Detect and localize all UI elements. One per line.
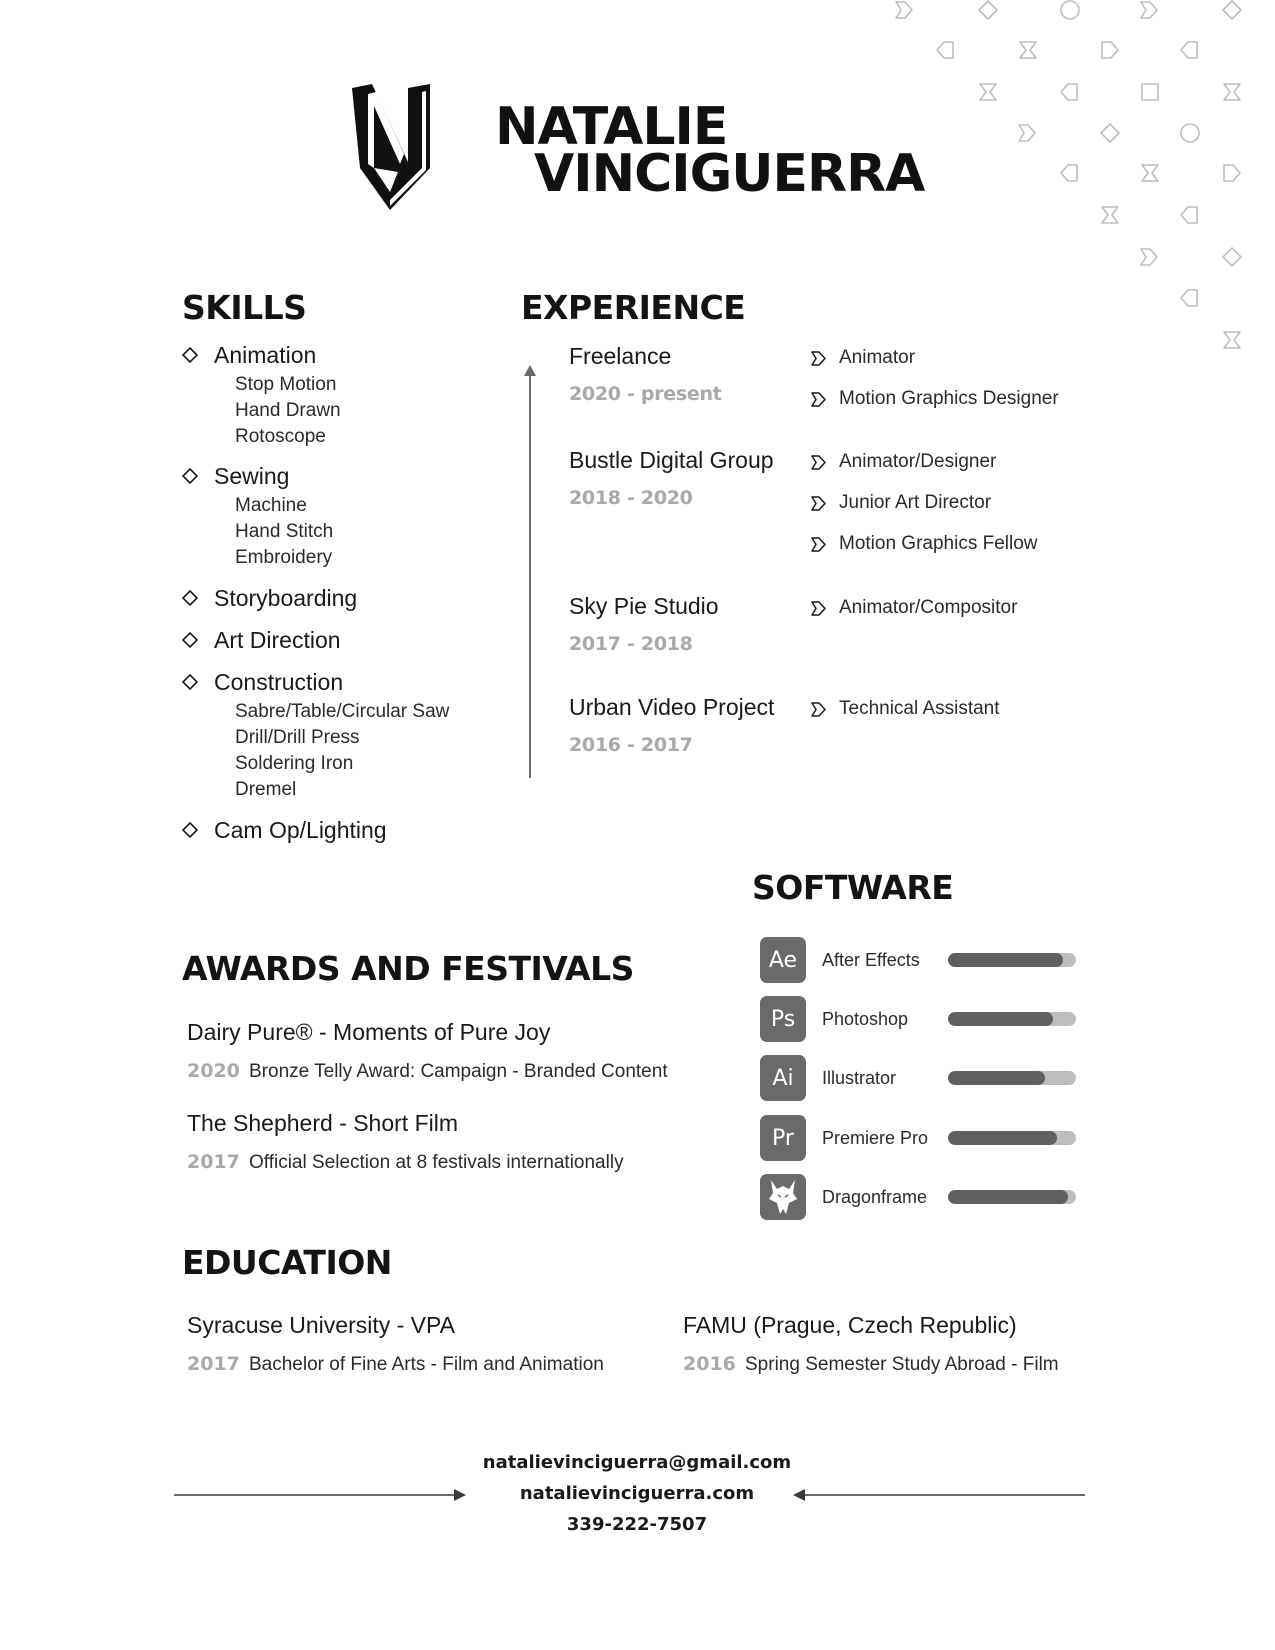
proficiency-bar bbox=[948, 953, 1076, 967]
skill-item bbox=[182, 340, 341, 450]
job-role-label: Animator/Compositor bbox=[839, 597, 1018, 618]
award-title: Dairy Pure® - Moments of Pure Joy bbox=[187, 1019, 551, 1045]
logo bbox=[350, 82, 434, 212]
skill-subitem: Rotoscope bbox=[235, 426, 326, 447]
software-item bbox=[760, 937, 1076, 983]
skill-item bbox=[182, 815, 387, 845]
skill-row bbox=[182, 625, 341, 655]
job-role bbox=[810, 448, 996, 476]
software-name: Premiere Pro bbox=[822, 1127, 929, 1148]
chevron-bullet-icon bbox=[810, 454, 827, 471]
diamond-bullet-icon bbox=[182, 590, 198, 606]
job-role bbox=[810, 385, 1059, 413]
software-name: Illustrator bbox=[822, 1067, 897, 1088]
pattern-shape-icon bbox=[1221, 162, 1243, 184]
award-description: Bronze Telly Award: Campaign - Branded Content bbox=[249, 1061, 668, 1082]
chevron-bullet-icon bbox=[810, 495, 827, 512]
diamond-bullet-icon bbox=[182, 632, 198, 648]
monogram-logo-icon bbox=[350, 82, 434, 212]
chevron-bullet-icon bbox=[810, 391, 827, 408]
job-role-label: Junior Art Director bbox=[839, 492, 992, 513]
job-years: 2017 - 2018 bbox=[569, 633, 693, 655]
pattern-shape-icon bbox=[1179, 39, 1201, 61]
proficiency-fill bbox=[948, 1190, 1068, 1204]
skill-item bbox=[182, 667, 449, 803]
contact-website-link[interactable]: natalievinciguerra.com bbox=[519, 1483, 755, 1504]
proficiency-bar bbox=[948, 1131, 1076, 1145]
premiere-pro-icon: Pr bbox=[760, 1115, 806, 1161]
dragonframe-icon bbox=[760, 1174, 806, 1220]
education-year: 2016 bbox=[683, 1353, 736, 1375]
pattern-shape-icon bbox=[1179, 204, 1201, 226]
job-years: 2016 - 2017 bbox=[569, 734, 693, 756]
award-year: 2020 bbox=[187, 1060, 240, 1082]
job-company: Sky Pie Studio bbox=[569, 593, 719, 619]
education-school: FAMU (Prague, Czech Republic) bbox=[683, 1312, 1017, 1338]
proficiency-fill bbox=[948, 1012, 1053, 1026]
skill-sublist bbox=[182, 699, 449, 803]
chevron-bullet-icon bbox=[810, 536, 827, 553]
award-description: Official Selection at 8 festivals internationally bbox=[249, 1152, 624, 1173]
proficiency-fill bbox=[948, 953, 1063, 967]
diamond-bullet-icon bbox=[182, 822, 198, 838]
skill-sublist bbox=[182, 493, 333, 571]
skill-subitem: Hand Stitch bbox=[235, 521, 334, 542]
software-item bbox=[760, 1055, 1076, 1101]
pattern-shape-icon bbox=[1059, 0, 1081, 21]
photoshop-icon: Ps bbox=[760, 996, 806, 1042]
job-role bbox=[810, 530, 1038, 558]
pattern-shape-icon bbox=[935, 39, 957, 61]
pattern-shape-icon bbox=[1221, 329, 1243, 351]
skill-label: Art Direction bbox=[214, 626, 341, 653]
pattern-shape-icon bbox=[1221, 0, 1243, 21]
diamond-bullet-icon bbox=[182, 674, 198, 690]
pattern-shape-icon bbox=[1017, 39, 1039, 61]
pattern-shape-icon bbox=[1221, 246, 1243, 268]
job-role-label: Animator bbox=[839, 347, 916, 368]
education-description: Bachelor of Fine Arts - Film and Animation bbox=[249, 1354, 604, 1375]
software-heading: SOFTWARE bbox=[752, 868, 954, 907]
contact-phone: 339-222-7507 bbox=[566, 1514, 708, 1535]
job-role bbox=[810, 489, 991, 517]
education-detail bbox=[187, 1353, 604, 1376]
pattern-shape-icon bbox=[1059, 162, 1081, 184]
skill-subitem: Dremel bbox=[235, 779, 297, 800]
award-detail bbox=[187, 1151, 624, 1174]
software-name: Photoshop bbox=[822, 1008, 909, 1029]
dragon-head-icon bbox=[763, 1177, 803, 1217]
skill-subitem: Machine bbox=[235, 495, 307, 516]
proficiency-bar bbox=[948, 1012, 1076, 1026]
skill-row bbox=[182, 667, 449, 697]
skill-label: Sewing bbox=[214, 462, 290, 489]
award-detail bbox=[187, 1060, 668, 1083]
job-role bbox=[810, 594, 1017, 622]
job-years: 2020 - present bbox=[569, 383, 722, 405]
proficiency-fill bbox=[948, 1131, 1057, 1145]
pattern-shape-icon bbox=[1139, 246, 1161, 268]
skill-row bbox=[182, 583, 357, 613]
job-role-label: Motion Graphics Designer bbox=[839, 388, 1059, 409]
pattern-shape-icon bbox=[1059, 81, 1081, 103]
pattern-shape-icon bbox=[894, 0, 916, 21]
skill-item bbox=[182, 625, 341, 655]
timeline-arrow bbox=[523, 364, 537, 780]
skill-row bbox=[182, 815, 387, 845]
skill-subitem: Soldering Iron bbox=[235, 753, 354, 774]
pattern-shape-icon bbox=[1139, 81, 1161, 103]
pattern-shape-icon bbox=[1099, 204, 1121, 226]
pattern-shape-icon bbox=[1139, 162, 1161, 184]
job-role bbox=[810, 344, 915, 372]
chevron-bullet-icon bbox=[810, 350, 827, 367]
skill-subitem: Sabre/Table/Circular Saw bbox=[235, 701, 450, 722]
illustrator-icon: Ai bbox=[760, 1055, 806, 1101]
pattern-shape-icon bbox=[1179, 122, 1201, 144]
experience-heading: EXPERIENCE bbox=[521, 288, 746, 327]
diamond-bullet-icon bbox=[182, 468, 198, 484]
education-year: 2017 bbox=[187, 1353, 240, 1375]
award-year: 2017 bbox=[187, 1151, 240, 1173]
skill-item bbox=[182, 583, 357, 613]
pattern-shape-icon bbox=[1099, 122, 1121, 144]
job-role-label: Motion Graphics Fellow bbox=[839, 533, 1038, 554]
software-name: Dragonframe bbox=[822, 1186, 928, 1207]
skill-label: Animation bbox=[214, 341, 317, 368]
proficiency-bar bbox=[948, 1190, 1076, 1204]
award-title: The Shepherd - Short Film bbox=[187, 1110, 459, 1136]
contact-email-link[interactable]: natalievinciguerra@gmail.com bbox=[482, 1452, 792, 1473]
job-role-label: Animator/Designer bbox=[839, 451, 997, 472]
education-school: Syracuse University - VPA bbox=[187, 1312, 455, 1338]
job-company: Bustle Digital Group bbox=[569, 447, 774, 473]
skill-row bbox=[182, 461, 333, 491]
chevron-bullet-icon bbox=[810, 701, 827, 718]
education-heading: EDUCATION bbox=[182, 1243, 392, 1282]
pattern-shape-icon bbox=[1099, 39, 1121, 61]
skill-item bbox=[182, 461, 333, 571]
pattern-shape-icon bbox=[1179, 287, 1201, 309]
skill-subitem: Embroidery bbox=[235, 547, 333, 568]
after-effects-icon: Ae bbox=[760, 937, 806, 983]
skills-heading: SKILLS bbox=[182, 288, 307, 327]
skill-subitem: Stop Motion bbox=[235, 374, 337, 395]
skill-label: Storyboarding bbox=[214, 584, 358, 611]
pattern-shape-icon bbox=[1221, 81, 1243, 103]
skill-label: Cam Op/Lighting bbox=[214, 816, 387, 843]
proficiency-bar bbox=[948, 1071, 1076, 1085]
pattern-shape-icon bbox=[1017, 122, 1039, 144]
software-item bbox=[760, 996, 1076, 1042]
education-description: Spring Semester Study Abroad - Film bbox=[745, 1354, 1059, 1375]
skill-label: Construction bbox=[214, 668, 344, 695]
software-item bbox=[760, 1174, 1076, 1220]
skill-subitem: Drill/Drill Press bbox=[235, 727, 360, 748]
job-company: Urban Video Project bbox=[569, 694, 775, 720]
contact-arrow-left bbox=[174, 1487, 466, 1503]
name-line-1: NATALIE bbox=[495, 97, 728, 157]
job-years: 2018 - 2020 bbox=[569, 487, 693, 509]
software-item bbox=[760, 1115, 1076, 1161]
skill-row bbox=[182, 340, 341, 370]
pattern-shape-icon bbox=[1139, 0, 1161, 21]
pattern-shape-icon bbox=[977, 81, 999, 103]
proficiency-fill bbox=[948, 1071, 1045, 1085]
pattern-shape-icon bbox=[977, 0, 999, 21]
job-role bbox=[810, 695, 1000, 723]
awards-heading: AWARDS AND FESTIVALS bbox=[182, 949, 634, 988]
job-role-label: Technical Assistant bbox=[839, 698, 1000, 719]
chevron-bullet-icon bbox=[810, 600, 827, 617]
software-name: After Effects bbox=[822, 949, 920, 970]
skill-sublist bbox=[182, 372, 341, 450]
education-detail bbox=[683, 1353, 1059, 1376]
skill-subitem: Hand Drawn bbox=[235, 400, 341, 421]
name-line-2: VINCIGUERRA bbox=[534, 144, 925, 204]
job-company: Freelance bbox=[569, 343, 672, 369]
diamond-bullet-icon bbox=[182, 347, 198, 363]
